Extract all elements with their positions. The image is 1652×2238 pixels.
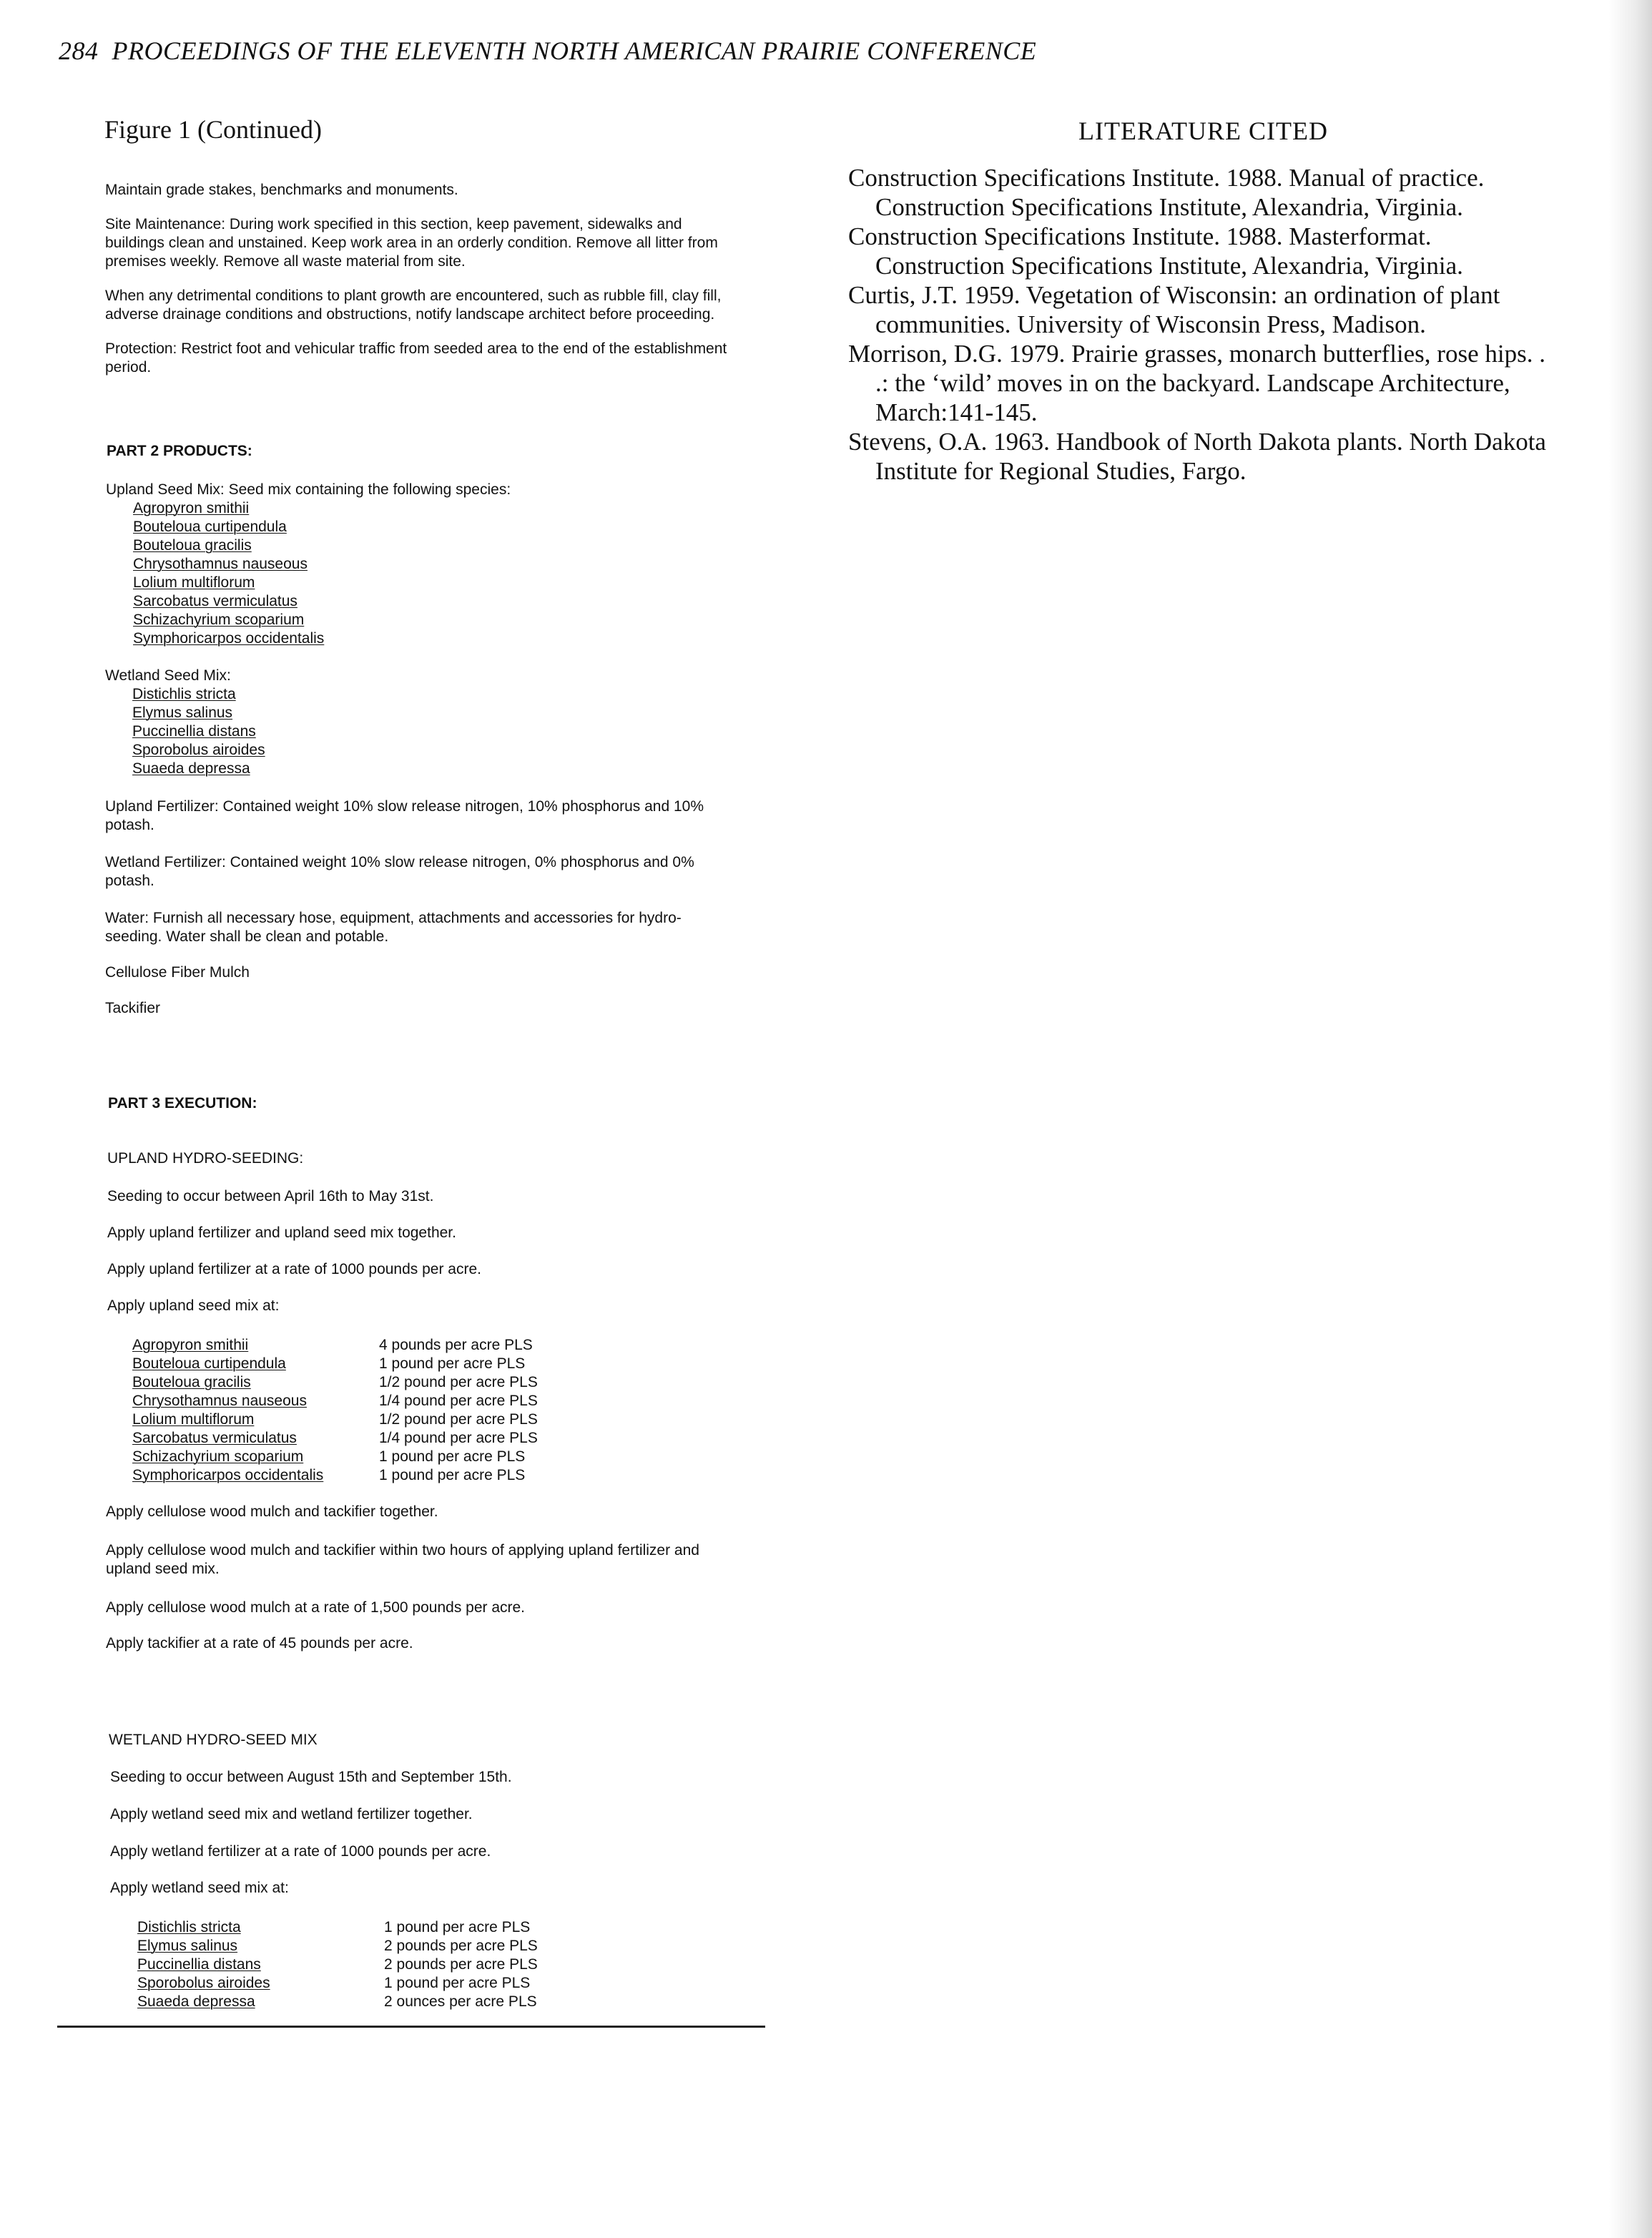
paragraph: Site Maintenance: During work specified in this section, keep pavement, sidewalks and buildings clean and unstained. Keep work area in an orderly condition. Remove all litter from premises weekly. Remove all waste material from site. bbox=[105, 216, 718, 270]
products-text bbox=[105, 797, 732, 1018]
species-cell: Elymus salinus bbox=[137, 1938, 238, 1954]
list-item: Agropyron smithii bbox=[133, 500, 250, 516]
table-row bbox=[137, 1974, 538, 1993]
list-item: Bouteloua curtipendula bbox=[133, 519, 287, 535]
paragraph: Apply upland fertilizer at a rate of 1000 pounds per acre. bbox=[107, 1261, 481, 1277]
paragraph: Apply cellulose wood mulch and tackifier within two hours of applying upland fertilizer and upland seed mix. bbox=[106, 1542, 699, 1577]
reference-item: Curtis, J.T. 1959. Vegetation of Wisconsin: an ordination of plant communities. University of Wisconsin Press, Madison. bbox=[848, 281, 1500, 338]
rate-cell: 1/4 pound per acre PLS bbox=[379, 1393, 538, 1409]
reference-list bbox=[848, 163, 1558, 486]
paragraph: Upland Fertilizer: Contained weight 10% slow release nitrogen, 10% phosphorus and 10% potash. bbox=[105, 798, 704, 833]
list-item: Puccinellia distans bbox=[132, 723, 256, 740]
rate-cell: 2 pounds per acre PLS bbox=[384, 1938, 538, 1954]
table-row bbox=[137, 1937, 538, 1955]
table-row bbox=[137, 1955, 538, 1974]
list-item: Sporobolus airoides bbox=[132, 742, 265, 758]
upland-mix-label: Upland Seed Mix: Seed mix containing the following species: bbox=[106, 481, 511, 498]
rate-cell: 2 pounds per acre PLS bbox=[384, 1956, 538, 1973]
wetland-mix-label: Wetland Seed Mix: bbox=[105, 667, 231, 684]
upland-species-list bbox=[106, 499, 732, 648]
part1-text bbox=[105, 181, 732, 377]
table-row bbox=[132, 1373, 538, 1392]
literature-heading: LITERATURE CITED bbox=[1078, 117, 1328, 145]
list-item: Schizachyrium scoparium bbox=[133, 612, 305, 628]
list-item: Sarcobatus vermiculatus bbox=[133, 593, 298, 609]
paragraph: Apply wetland fertilizer at a rate of 1000 pounds per acre. bbox=[110, 1843, 491, 1860]
paragraph: Apply cellulose wood mulch and tackifier together. bbox=[106, 1503, 438, 1520]
rate-cell: 1/2 pound per acre PLS bbox=[379, 1411, 538, 1428]
list-item: Bouteloua gracilis bbox=[133, 537, 252, 554]
species-cell: Lolium multiflorum bbox=[132, 1411, 255, 1428]
wetland-species-list bbox=[105, 685, 732, 778]
reference-item: Construction Specifications Institute. 1988. Masterformat. Construction Specifications Institute, Alexandria, Virginia. bbox=[848, 222, 1463, 280]
page-edge-shadow bbox=[1609, 0, 1652, 2238]
table-row bbox=[132, 1392, 538, 1410]
rate-cell: 4 pounds per acre PLS bbox=[379, 1337, 533, 1353]
table-row bbox=[132, 1410, 538, 1429]
rate-cell: 1 pound per acre PLS bbox=[379, 1467, 526, 1483]
species-cell: Chrysothamnus nauseous bbox=[132, 1393, 307, 1409]
list-item: Chrysothamnus nauseous bbox=[133, 556, 308, 572]
paragraph: Seeding to occur between August 15th and September 15th. bbox=[110, 1769, 512, 1785]
species-cell: Agropyron smithii bbox=[132, 1337, 249, 1353]
paragraph: Water: Furnish all necessary hose, equipment, attachments and accessories for hydro-seeding. Water shall be clean and potable. bbox=[105, 910, 682, 945]
table-row bbox=[132, 1355, 538, 1373]
reference-item: Construction Specifications Institute. 1988. Manual of practice. Construction Specifications Institute, Alexandria, Virginia. bbox=[848, 164, 1485, 221]
species-cell: Schizachyrium scoparium bbox=[132, 1448, 304, 1465]
upland-rate-table bbox=[132, 1336, 538, 1485]
wetland-rate-table bbox=[137, 1918, 538, 2011]
running-header bbox=[59, 36, 1036, 66]
rate-cell: 1 pound per acre PLS bbox=[384, 1975, 531, 1991]
table-row bbox=[132, 1448, 538, 1466]
species-cell: Bouteloua curtipendula bbox=[132, 1355, 286, 1372]
rate-cell: 1 pound per acre PLS bbox=[384, 1919, 531, 1935]
list-item: Suaeda depressa bbox=[132, 760, 250, 777]
species-cell: Puccinellia distans bbox=[137, 1956, 261, 1973]
part2-heading: PART 2 PRODUCTS: bbox=[107, 443, 252, 459]
table-row bbox=[132, 1429, 538, 1448]
species-cell: Sporobolus airoides bbox=[137, 1975, 270, 1991]
list-item: Symphoricarpos occidentalis bbox=[133, 630, 325, 647]
list-item: Elymus salinus bbox=[132, 705, 233, 721]
upland-heading: UPLAND HYDRO-SEEDING: bbox=[107, 1150, 304, 1167]
paragraph: Wetland Fertilizer: Contained weight 10% slow release nitrogen, 0% phosphorus and 0% potash. bbox=[105, 854, 694, 889]
rate-cell: 1 pound per acre PLS bbox=[379, 1355, 526, 1372]
reference-item: Morrison, D.G. 1979. Prairie grasses, monarch butterflies, rose hips. . .: the ‘wild’ moves in on the backyard. Landscape Architecture, March:141-145. bbox=[848, 340, 1545, 426]
list-item: Distichlis stricta bbox=[132, 686, 236, 702]
wetland-heading: WETLAND HYDRO-SEED MIX bbox=[109, 1732, 318, 1748]
table-row bbox=[137, 1993, 538, 2011]
part3-heading: PART 3 EXECUTION: bbox=[108, 1095, 257, 1111]
figure-bottom-rule bbox=[57, 2026, 765, 2028]
species-cell: Symphoricarpos occidentalis bbox=[132, 1467, 324, 1483]
paragraph: Apply upland seed mix at: bbox=[107, 1297, 280, 1314]
paragraph: Protection: Restrict foot and vehicular traffic from seeded area to the end of the establishment period. bbox=[105, 340, 727, 376]
table-row bbox=[132, 1336, 538, 1355]
paragraph: Apply cellulose wood mulch at a rate of 1,500 pounds per acre. bbox=[106, 1599, 526, 1616]
paragraph: Cellulose Fiber Mulch bbox=[105, 964, 250, 981]
rate-cell: 1/4 pound per acre PLS bbox=[379, 1430, 538, 1446]
list-item: Lolium multiflorum bbox=[133, 574, 255, 591]
rate-cell: 2 ounces per acre PLS bbox=[384, 1993, 537, 2010]
paragraph: Apply tackifier at a rate of 45 pounds per acre. bbox=[106, 1635, 413, 1651]
paragraph: Seeding to occur between April 16th to May 31st. bbox=[107, 1188, 434, 1204]
rate-cell: 1 pound per acre PLS bbox=[379, 1448, 526, 1465]
reference-item: Stevens, O.A. 1963. Handbook of North Dakota plants. North Dakota Institute for Regional Studies, Fargo. bbox=[848, 428, 1546, 485]
wetland-seed-mix bbox=[105, 667, 732, 778]
table-row bbox=[137, 1918, 538, 1937]
species-cell: Sarcobatus vermiculatus bbox=[132, 1430, 297, 1446]
page-number: 284 bbox=[59, 36, 99, 65]
paragraph: When any detrimental conditions to plant growth are encountered, such as rubble fill, clay fill, adverse drainage conditions and obstructions, notify landscape architect before proceeding. bbox=[105, 288, 722, 323]
figure-title: Figure 1 (Continued) bbox=[104, 115, 322, 144]
upland-seed-mix bbox=[106, 481, 732, 648]
species-cell: Bouteloua gracilis bbox=[132, 1374, 251, 1390]
paragraph: Apply wetland seed mix at: bbox=[110, 1880, 289, 1896]
table-row bbox=[132, 1466, 538, 1485]
paragraph: Tackifier bbox=[105, 1000, 161, 1016]
paragraph: Apply upland fertilizer and upland seed mix together. bbox=[107, 1224, 456, 1241]
running-title: PROCEEDINGS OF THE ELEVENTH NORTH AMERICAN PRAIRIE CONFERENCE bbox=[112, 36, 1037, 65]
paragraph: Maintain grade stakes, benchmarks and monuments. bbox=[105, 182, 458, 198]
species-cell: Suaeda depressa bbox=[137, 1993, 255, 2010]
paragraph: Apply wetland seed mix and wetland fertilizer together. bbox=[110, 1806, 473, 1822]
species-cell: Distichlis stricta bbox=[137, 1919, 241, 1935]
rate-cell: 1/2 pound per acre PLS bbox=[379, 1374, 538, 1390]
